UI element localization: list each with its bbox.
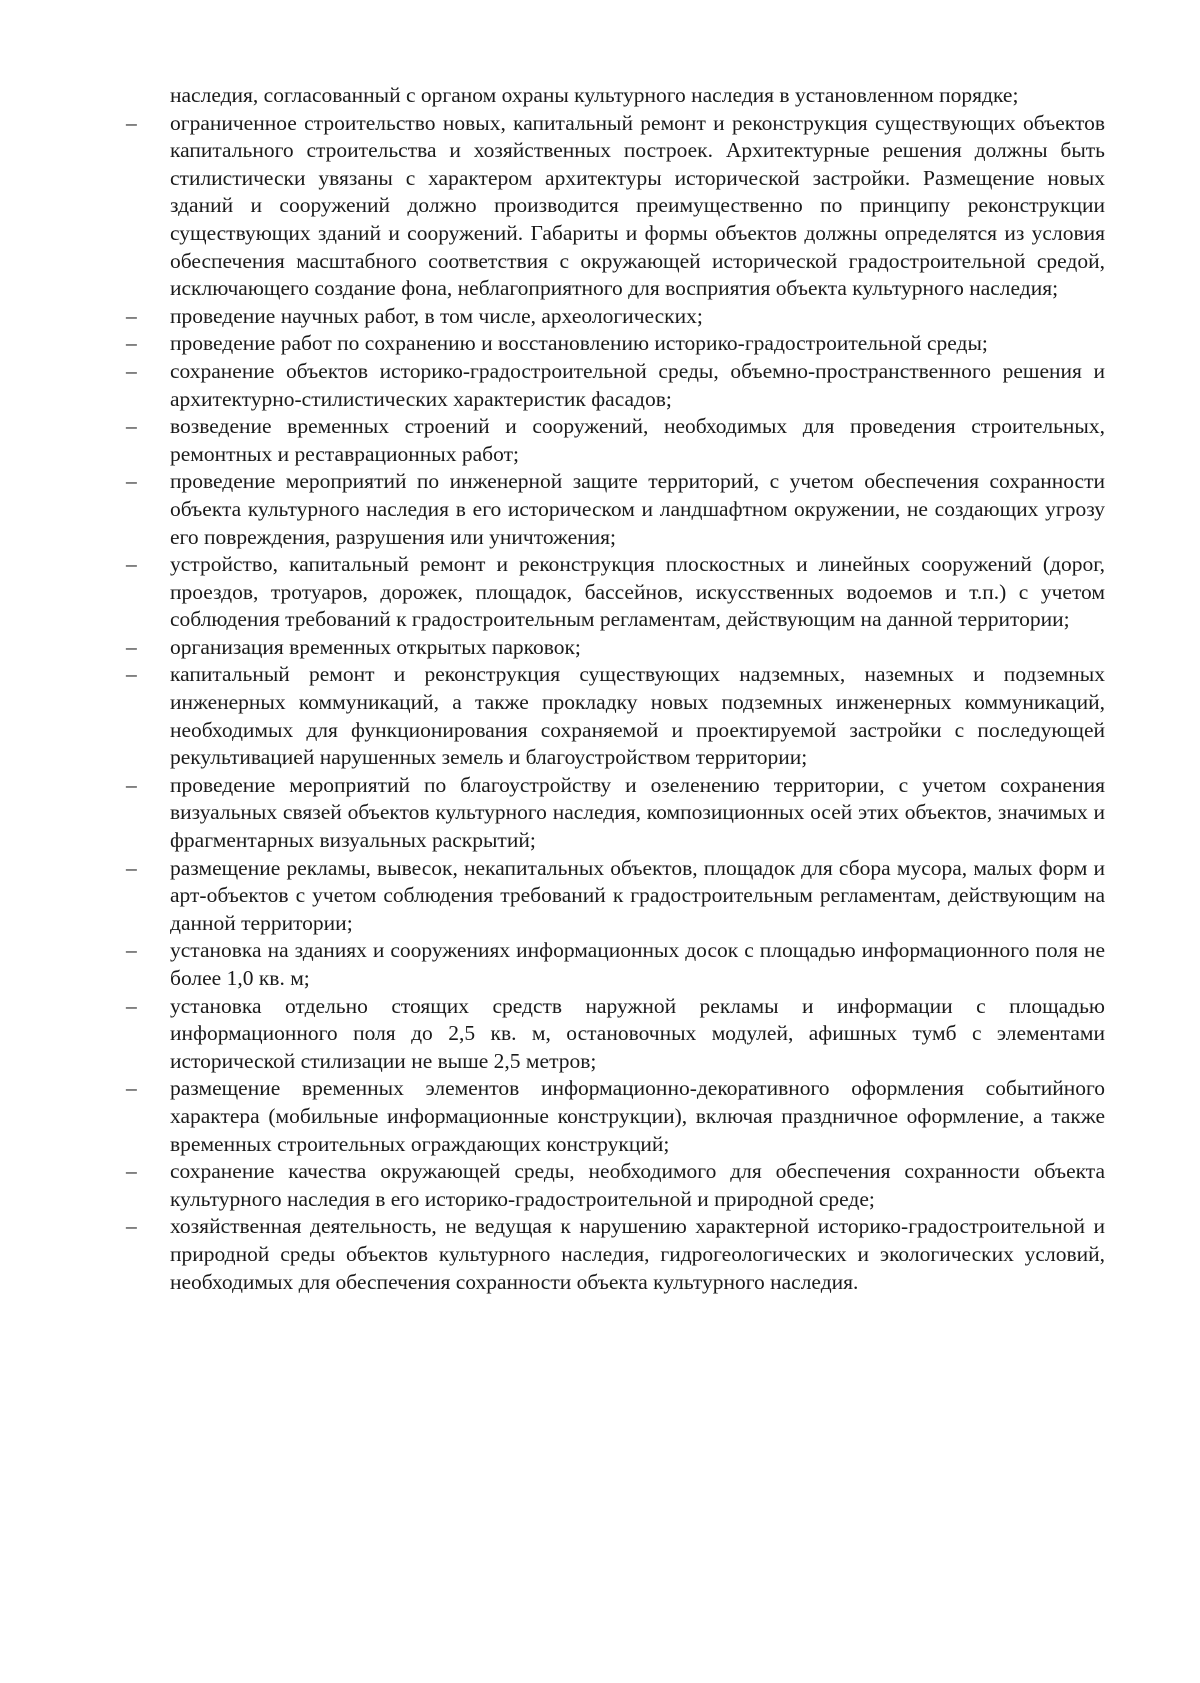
list-item-text: возведение временных строений и сооружений, необходимых для проведения строительных, ремонтных и реставрационных работ; (170, 414, 1105, 466)
list-item (126, 551, 1105, 634)
list-item-text: хозяйственная деятельность, не ведущая к нарушению характерной историко-градостроительной и природной среды объектов культурного наследия, гидрогеологических и экологических условий, необходимых для обеспечения сохранности объекта культурного наследия. (170, 1214, 1105, 1294)
bullet-dash: – (126, 331, 137, 356)
bullet-dash: – (126, 414, 137, 439)
list-item-text: проведение мероприятий по благоустройству и озеленению территории, с учетом сохранения визуальных связей объектов культурного наследия, композиционных осей этих объектов, значимых и фрагментарных визуальных раскрытий; (170, 772, 1105, 853)
list-item (126, 468, 1105, 551)
bullet-dash: – (126, 938, 137, 963)
list-item (126, 110, 1105, 303)
list-item (126, 358, 1105, 413)
list-item-text: размещение рекламы, вывесок, некапитальных объектов, площадок для сбора мусора, малых форм и арт-объектов с учетом соблюдения требований к градостроительным регламентам, действующим на данной территории; (170, 855, 1105, 935)
list-item (126, 1158, 1105, 1213)
bullet-dash: – (126, 303, 137, 328)
list-item (126, 993, 1105, 1076)
bullet-dash: – (126, 634, 137, 659)
list-item-text: организация временных открытых парковок; (170, 634, 581, 659)
bullet-dash: – (126, 110, 137, 135)
list-item (126, 330, 1105, 358)
bullet-dash: – (126, 552, 137, 577)
list-item (126, 1213, 1105, 1296)
list-item-text: ограниченное строительство новых, капитальный ремонт и реконструкция существующих объектов капитального строительства и хозяйственных построек. Архитектурные решения должны быть стилистически увязаны с характером архитектуры исторической застройки. Размещение новых зданий и сооружений должно производится преимущественно по принципу реконструкции существующих зданий и сооружений. Габариты и формы объектов должны определятся из условия обеспечения масштабного соответствия с окружающей исторической градостроительной средой, исключающего создание фона, неблагоприятного для восприятия объекта культурного наследия; (170, 110, 1105, 301)
bullet-dash: – (126, 358, 137, 383)
list-item (126, 772, 1105, 855)
bullet-dash: – (126, 469, 137, 494)
bullet-dash: – (126, 772, 137, 797)
list-item-text: устройство, капитальный ремонт и реконструкция плоскостных и линейных сооружений (дорог, проездов, тротуаров, дорожек, площадок, бассейнов, искусственных водоемов и т.п.) с учетом соблюдения требований к градостроительным регламентам, действующим на данной территории; (170, 552, 1105, 632)
list-item-text: размещение временных элементов информационно-декоративного оформления событийного характера (мобильные информационные конструкции), включая праздничное оформление, а также временных строительных ограждающих конструкций; (170, 1076, 1105, 1156)
bullet-dash: – (126, 1159, 137, 1184)
list-item-text: сохранение качества окружающей среды, необходимого для обеспечения сохранности объекта культурного наследия в его историко-градостроительной и природной среде; (170, 1159, 1105, 1211)
document-body (126, 82, 1105, 1296)
list-item (126, 413, 1105, 468)
list-item-text: капитальный ремонт и реконструкция существующих надземных, наземных и подземных инженерных коммуникаций, а также прокладку новых подземных инженерных коммуникаций, необходимых для функционирования сохраняемой и проектируемой застройки с последующей рекультивацией нарушенных земель и благоустройством территории; (170, 662, 1105, 770)
list-item-text: проведение работ по сохранению и восстановлению историко-градостроительной среды; (170, 331, 988, 356)
list-item (126, 855, 1105, 938)
bullet-dash: – (126, 662, 137, 687)
list-item-text: установка на зданиях и сооружениях информационных досок с площадью информационного поля не более 1,0 кв. м; (170, 938, 1105, 990)
list-item-text: сохранение объектов историко-градостроительной среды, объемно-пространственного решения и архитектурно-стилистических характеристик фасадов; (170, 358, 1105, 411)
bullet-dash: – (126, 855, 137, 880)
intro-paragraph: наследия, согласованный с органом охраны культурного наследия в установленном порядке; (170, 83, 1019, 107)
bullet-dash: – (126, 1076, 137, 1101)
list-item (126, 661, 1105, 771)
list-item (126, 634, 1105, 662)
bullet-dash: – (126, 993, 137, 1018)
bullet-list (126, 110, 1105, 1297)
list-item-text: установка отдельно стоящих средств наружной рекламы и информации с площадью информационного поля до 2,5 кв. м, остановочных модулей, афишных тумб с элементами исторической стилизации не выше 2,5 метров; (170, 993, 1105, 1073)
list-item (126, 1075, 1105, 1158)
bullet-dash: – (126, 1214, 137, 1239)
list-item-text: проведение мероприятий по инженерной защите территорий, с учетом обеспечения сохранности объекта культурного наследия в его историческом и ландшафтном окружении, не создающих угрозу его повреждения, разрушения или уничтожения; (170, 469, 1105, 549)
list-item (126, 937, 1105, 992)
list-item-text: проведение научных работ, в том числе, археологических; (170, 303, 703, 328)
list-item (126, 303, 1105, 331)
